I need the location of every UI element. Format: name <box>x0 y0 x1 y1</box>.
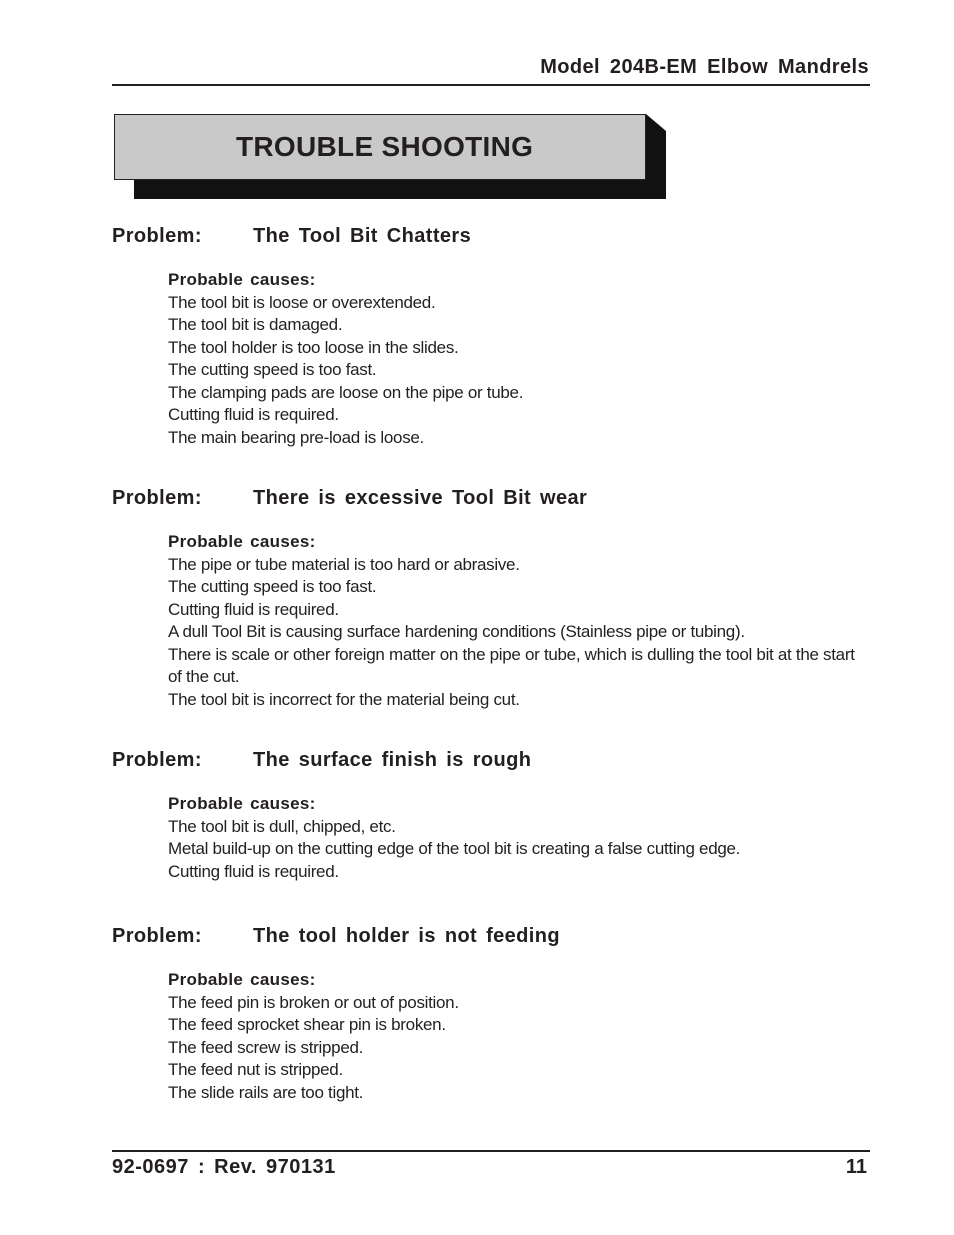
cause-item: There is scale or other foreign matter on the pipe or tube, which is dulling the tool bit at the start of the cut. <box>168 644 855 686</box>
causes-heading: Probable causes: <box>168 970 316 989</box>
cause-item: The cutting speed is too fast. <box>168 360 377 379</box>
problem-title: The tool holder is not feeding <box>253 925 560 947</box>
problem-section-2 <box>112 485 872 711</box>
causes-heading: Probable causes: <box>168 532 316 551</box>
problem-label: Problem: <box>112 749 202 771</box>
cause-item: Metal build-up on the cutting edge of the tool bit is creating a false cutting edge. <box>168 839 741 858</box>
banner-title: TROUBLE SHOOTING <box>236 131 534 162</box>
causes-list <box>168 793 872 883</box>
causes-heading: Probable causes: <box>168 794 316 813</box>
problem-section-4 <box>112 923 872 1104</box>
problem-label: Problem: <box>112 925 202 947</box>
problem-section-3 <box>112 747 872 883</box>
banner-box <box>114 114 646 180</box>
section-banner <box>114 114 666 200</box>
footer-doc-number: 92-0697 : Rev. 970131 <box>112 1156 336 1178</box>
banner-shadow-corner <box>646 114 666 131</box>
causes-list <box>168 269 872 449</box>
problem-title: The Tool Bit Chatters <box>253 225 472 247</box>
cause-item: The tool bit is loose or overextended. <box>168 292 436 312</box>
cause-item: The tool holder is too loose in the slides. <box>168 337 459 357</box>
cause-item: Cutting fluid is required. <box>168 599 339 619</box>
problem-heading <box>112 747 872 773</box>
problem-label: Problem: <box>112 487 202 509</box>
cause-item: Cutting fluid is required. <box>168 861 339 881</box>
cause-item: The cutting speed is too fast. <box>168 577 377 596</box>
problem-label: Problem: <box>112 225 202 247</box>
problem-heading <box>112 223 872 249</box>
problem-section-1 <box>112 223 872 449</box>
cause-item: The feed screw is stripped. <box>168 1037 364 1057</box>
cause-item: The tool bit is dull, chipped, etc. <box>168 816 396 836</box>
causes-list <box>168 531 872 711</box>
footer-rule <box>112 1150 870 1152</box>
cause-item: Cutting fluid is required. <box>168 405 339 424</box>
footer-page-number: 11 <box>845 1156 867 1178</box>
problem-heading <box>112 485 872 511</box>
cause-item: The tool bit is damaged. <box>168 315 343 334</box>
cause-item: The feed sprocket shear pin is broken. <box>168 1015 446 1034</box>
cause-item: A dull Tool Bit is causing surface hardening conditions (Stainless pipe or tubing). <box>168 622 745 641</box>
problem-title: The surface finish is rough <box>253 749 532 771</box>
cause-item: The pipe or tube material is too hard or abrasive. <box>168 554 520 574</box>
header-rule <box>112 84 870 86</box>
cause-item: The main bearing pre-load is loose. <box>168 427 424 447</box>
problem-heading <box>112 923 872 949</box>
cause-item: The feed pin is broken or out of position. <box>168 992 459 1012</box>
cause-item: The tool bit is incorrect for the material being cut. <box>168 689 520 709</box>
page-header-title: Model 204B-EM Elbow Mandrels <box>540 56 869 78</box>
cause-item: The clamping pads are loose on the pipe or tube. <box>168 382 524 402</box>
cause-item: The feed nut is stripped. <box>168 1060 343 1079</box>
causes-list <box>168 969 872 1104</box>
problem-title: There is excessive Tool Bit wear <box>253 487 588 509</box>
cause-item: The slide rails are too tight. <box>168 1082 364 1102</box>
causes-heading: Probable causes: <box>168 270 316 289</box>
